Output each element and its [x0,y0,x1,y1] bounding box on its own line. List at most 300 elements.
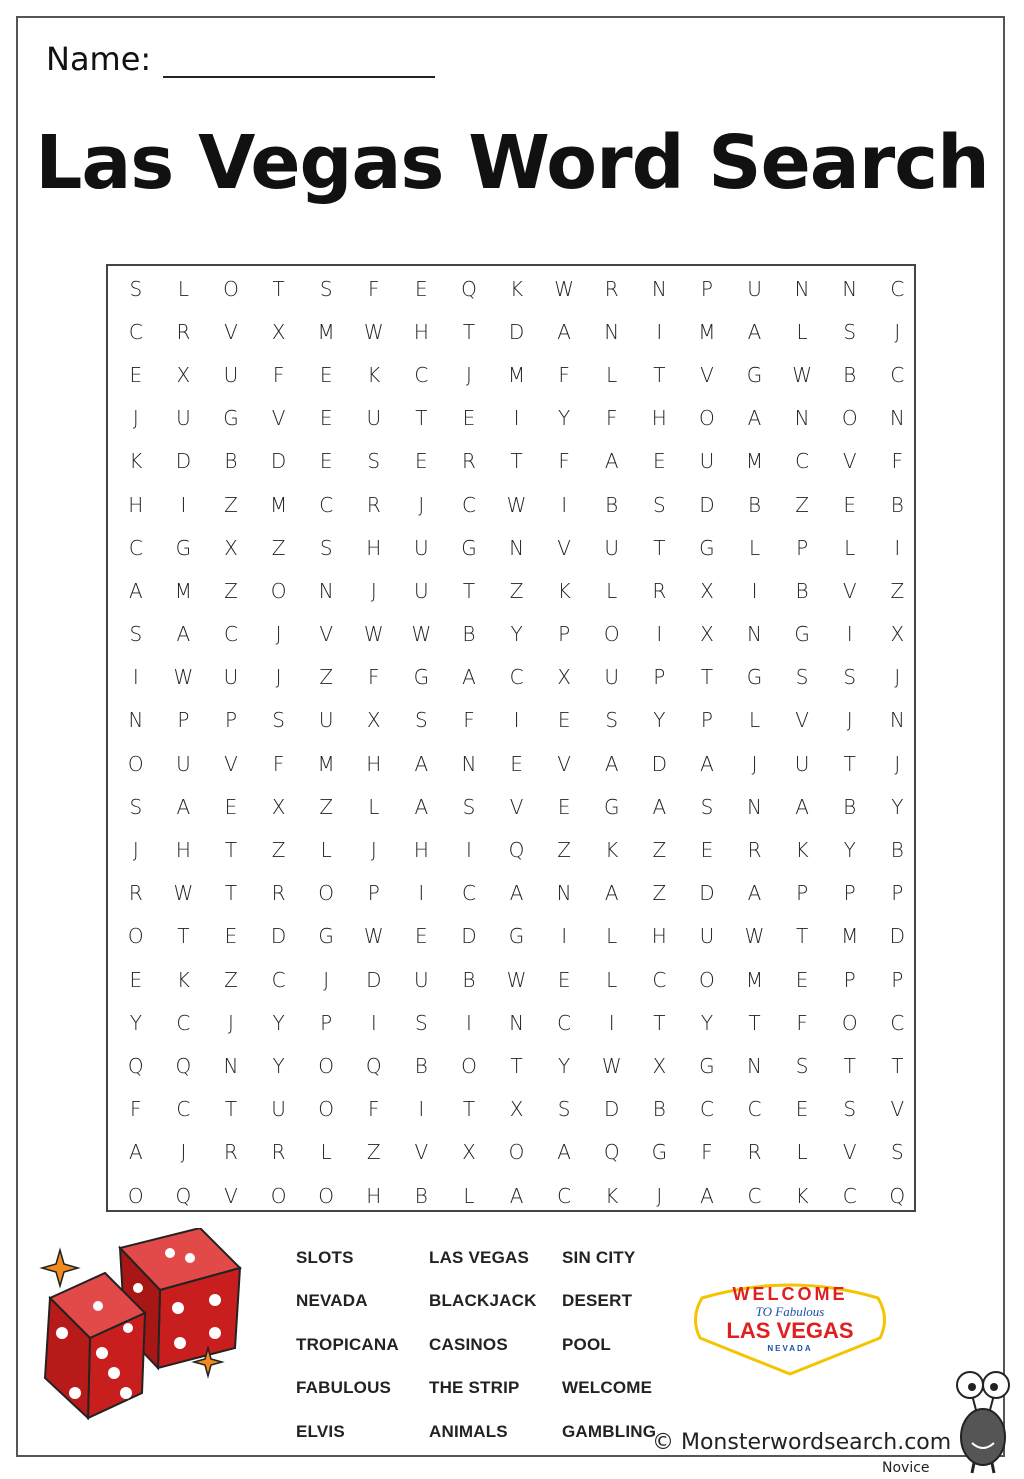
grid-letter[interactable]: M [745,967,764,992]
grid-letter[interactable]: F [463,708,475,733]
grid-letter[interactable]: F [368,665,380,690]
grid-letter[interactable]: W [744,924,765,949]
grid-letter[interactable]: W [173,665,194,690]
grid-letter[interactable]: U [604,535,620,560]
grid-letter[interactable]: V [224,1183,238,1208]
grid-letter[interactable]: F [130,1097,142,1122]
grid-letter[interactable]: A [652,794,667,819]
grid-letter[interactable]: O [699,406,715,431]
grid-letter[interactable]: P [320,1010,333,1035]
grid-letter[interactable]: G [746,362,763,387]
grid-letter[interactable]: Z [319,665,334,690]
grid-letter[interactable]: M [745,449,764,474]
grid-letter[interactable]: B [652,1097,666,1122]
grid-letter[interactable]: O [127,751,144,776]
grid-letter[interactable]: Q [127,1053,144,1078]
grid-letter[interactable]: T [272,276,285,301]
grid-letter[interactable]: A [604,751,619,776]
grid-letter[interactable]: C [509,665,524,690]
grid-letter[interactable]: J [656,1183,663,1208]
grid-letter[interactable]: Z [366,1140,381,1165]
grid-letter[interactable]: S [415,708,428,733]
grid-letter[interactable]: T [224,838,238,863]
grid-letter[interactable]: T [224,881,238,906]
grid-letter[interactable]: A [700,1183,714,1208]
grid-letter[interactable]: J [894,319,901,344]
grid-letter[interactable]: L [368,794,380,819]
grid-letter[interactable]: B [843,362,857,387]
grid-letter[interactable]: J [466,362,472,387]
grid-letter[interactable]: G [508,924,525,949]
grid-letter[interactable]: C [128,535,143,560]
grid-letter[interactable]: A [604,881,619,906]
grid-letter[interactable]: B [462,622,476,647]
grid-letter[interactable]: L [463,1183,475,1208]
grid-letter[interactable]: F [368,276,380,301]
grid-letter[interactable]: S [557,1097,571,1122]
grid-letter[interactable]: P [891,881,904,906]
grid-letter[interactable]: F [272,751,285,776]
grid-letter[interactable]: X [557,665,571,690]
grid-letter[interactable]: Z [890,578,905,603]
grid-letter[interactable]: W [506,967,527,992]
grid-letter[interactable]: X [890,622,905,647]
grid-letter[interactable]: T [462,578,476,603]
grid-letter[interactable]: Y [558,406,571,431]
grid-letter[interactable]: C [461,881,476,906]
grid-letter[interactable]: I [418,1097,425,1122]
grid-letter[interactable]: W [173,881,194,906]
grid-letter[interactable]: S [843,665,857,690]
grid-letter[interactable]: C [890,362,905,387]
grid-letter[interactable]: H [413,319,429,344]
grid-letter[interactable]: N [747,794,762,819]
grid-letter[interactable]: Q [175,1053,192,1078]
grid-letter[interactable]: H [651,924,667,949]
grid-letter[interactable]: I [561,924,568,949]
grid-letter[interactable]: T [700,665,714,690]
grid-letter[interactable]: J [275,622,282,647]
grid-letter[interactable]: N [318,578,334,603]
grid-letter[interactable]: U [271,1097,286,1122]
grid-letter[interactable]: R [747,838,762,863]
grid-letter[interactable]: N [556,881,572,906]
grid-letter[interactable]: Q [365,1053,382,1078]
grid-letter[interactable]: I [894,535,901,560]
grid-letter[interactable]: M [841,924,859,949]
grid-letter[interactable]: V [842,449,857,474]
grid-letter[interactable]: J [894,665,901,690]
grid-letter[interactable]: P [843,967,856,992]
grid-letter[interactable]: C [747,1097,762,1122]
grid-letter[interactable]: T [415,406,428,431]
grid-letter[interactable]: H [175,838,191,863]
grid-letter[interactable]: E [557,708,571,733]
grid-letter[interactable]: P [700,276,713,301]
grid-letter[interactable]: U [699,449,715,474]
grid-letter[interactable]: D [604,1097,620,1122]
grid-letter[interactable]: R [652,578,667,603]
grid-letter[interactable]: N [509,535,525,560]
grid-letter[interactable]: J [370,578,377,603]
grid-letter[interactable]: Y [272,1010,285,1035]
grid-letter[interactable]: L [748,535,761,560]
grid-letter[interactable]: P [700,708,713,733]
grid-letter[interactable]: C [890,1010,905,1035]
grid-letter[interactable]: Y [891,794,904,819]
grid-letter[interactable]: R [462,449,476,474]
grid-letter[interactable]: V [557,535,571,560]
grid-letter[interactable]: Z [795,492,809,517]
grid-letter[interactable]: H [366,1183,382,1208]
grid-letter[interactable]: M [174,578,193,603]
grid-letter[interactable]: V [842,578,857,603]
grid-letter[interactable]: E [700,838,714,863]
grid-letter[interactable]: Y [272,1053,285,1078]
grid-letter[interactable]: Z [652,881,667,906]
grid-letter[interactable]: C [652,967,667,992]
grid-letter[interactable]: G [603,794,620,819]
grid-letter[interactable]: E [795,967,809,992]
grid-letter[interactable]: Z [224,967,238,992]
grid-letter[interactable]: S [652,492,666,517]
grid-letter[interactable]: T [177,924,190,949]
grid-letter[interactable]: I [513,406,520,431]
grid-letter[interactable]: H [128,492,144,517]
grid-letter[interactable]: S [795,1053,809,1078]
grid-letter[interactable]: O [841,1010,858,1035]
grid-letter[interactable]: C [747,1183,762,1208]
grid-letter[interactable]: J [275,665,282,690]
grid-letter[interactable]: J [894,751,901,776]
grid-letter[interactable]: M [698,319,716,344]
grid-letter[interactable]: O [127,1183,144,1208]
grid-letter[interactable]: C [557,1010,572,1035]
grid-letter[interactable]: E [319,362,333,387]
name-line[interactable] [163,42,435,78]
grid-letter[interactable]: T [796,924,809,949]
grid-letter[interactable]: U [176,406,191,431]
grid-letter[interactable]: L [606,924,618,949]
grid-letter[interactable]: A [509,1183,524,1208]
grid-letter[interactable]: J [180,1140,187,1165]
grid-letter[interactable]: V [224,319,238,344]
grid-letter[interactable]: O [699,967,715,992]
grid-letter[interactable]: B [890,492,904,517]
grid-letter[interactable]: W [792,362,812,387]
grid-letter[interactable]: M [507,362,526,387]
grid-letter[interactable]: V [557,751,571,776]
grid-letter[interactable]: I [466,838,472,863]
grid-letter[interactable]: A [700,751,714,776]
grid-letter[interactable]: E [415,449,428,474]
grid-letter[interactable]: F [558,449,570,474]
grid-letter[interactable]: A [747,881,762,906]
grid-letter[interactable]: T [510,449,523,474]
grid-letter[interactable]: I [513,708,520,733]
grid-letter[interactable]: G [794,622,810,647]
grid-letter[interactable]: C [842,1183,857,1208]
grid-letter[interactable]: E [795,1097,809,1122]
grid-letter[interactable]: X [700,622,714,647]
grid-letter[interactable]: K [557,578,571,603]
grid-letter[interactable]: H [413,838,429,863]
grid-letter[interactable]: A [795,794,809,819]
grid-letter[interactable]: J [228,1010,234,1035]
grid-letter[interactable]: N [509,1010,525,1035]
grid-letter[interactable]: T [891,1053,904,1078]
grid-letter[interactable]: X [700,578,714,603]
grid-letter[interactable]: I [656,319,663,344]
grid-letter[interactable]: W [554,276,575,301]
grid-letter[interactable]: Y [700,1010,714,1035]
grid-letter[interactable]: J [132,406,139,431]
grid-letter[interactable]: N [651,276,667,301]
grid-letter[interactable]: I [751,578,758,603]
grid-letter[interactable]: Z [319,794,334,819]
grid-letter[interactable]: U [223,665,239,690]
grid-letter[interactable]: A [604,449,619,474]
grid-letter[interactable]: R [128,881,143,906]
grid-letter[interactable]: E [415,276,428,301]
grid-letter[interactable]: U [176,751,191,776]
grid-letter[interactable]: V [890,1097,905,1122]
grid-letter[interactable]: P [843,881,856,906]
grid-letter[interactable]: U [604,665,620,690]
grid-letter[interactable]: A [176,622,191,647]
grid-letter[interactable]: T [748,1010,761,1035]
grid-letter[interactable]: X [271,319,286,344]
grid-letter[interactable]: Q [461,276,477,301]
grid-letter[interactable]: F [558,362,570,387]
grid-letter[interactable]: S [415,1010,428,1035]
grid-letter[interactable]: A [747,319,762,344]
grid-letter[interactable]: S [795,665,809,690]
grid-letter[interactable]: O [841,406,858,431]
grid-letter[interactable]: E [224,794,238,819]
grid-letter[interactable]: T [510,1053,523,1078]
grid-letter[interactable]: Y [510,622,523,647]
grid-letter[interactable]: V [795,708,809,733]
grid-letter[interactable]: X [271,794,286,819]
grid-letter[interactable]: D [461,924,477,949]
grid-letter[interactable]: A [414,794,429,819]
grid-letter[interactable]: X [652,1053,667,1078]
grid-letter[interactable]: I [561,492,568,517]
grid-letter[interactable]: W [411,622,432,647]
grid-letter[interactable]: C [128,319,143,344]
grid-letter[interactable]: D [366,967,382,992]
grid-letter[interactable]: U [747,276,762,301]
grid-letter[interactable]: I [846,622,853,647]
grid-letter[interactable]: C [176,1010,191,1035]
grid-letter[interactable]: E [319,406,333,431]
grid-letter[interactable]: T [224,1097,238,1122]
grid-letter[interactable]: S [129,622,143,647]
grid-letter[interactable]: K [367,362,381,387]
grid-letter[interactable]: K [605,838,619,863]
grid-letter[interactable]: H [366,535,382,560]
grid-letter[interactable]: F [368,1097,380,1122]
grid-letter[interactable]: P [367,881,380,906]
grid-letter[interactable]: Z [224,578,238,603]
grid-letter[interactable]: K [605,1183,619,1208]
grid-letter[interactable]: A [128,578,143,603]
grid-letter[interactable]: O [603,622,620,647]
grid-letter[interactable]: X [366,708,381,733]
grid-letter[interactable]: S [367,449,381,474]
grid-letter[interactable]: T [653,535,666,560]
grid-letter[interactable]: H [651,406,667,431]
grid-letter[interactable]: W [363,924,384,949]
grid-letter[interactable]: E [129,362,143,387]
grid-letter[interactable]: S [319,276,333,301]
grid-letter[interactable]: S [605,708,619,733]
grid-letter[interactable]: J [370,838,377,863]
grid-letter[interactable]: K [129,449,143,474]
grid-letter[interactable]: O [508,1140,525,1165]
grid-letter[interactable]: L [606,578,618,603]
grid-letter[interactable]: Z [271,535,286,560]
grid-letter[interactable]: V [842,1140,857,1165]
grid-letter[interactable]: E [653,449,666,474]
grid-letter[interactable]: E [843,492,857,517]
grid-letter[interactable]: N [842,276,858,301]
grid-letter[interactable]: X [224,535,238,560]
grid-letter[interactable]: Z [224,492,238,517]
grid-letter[interactable]: G [699,535,715,560]
grid-letter[interactable]: P [558,622,571,647]
grid-letter[interactable]: O [270,578,287,603]
grid-letter[interactable]: L [796,319,808,344]
grid-letter[interactable]: O [461,1053,477,1078]
grid-letter[interactable]: M [317,319,335,344]
grid-letter[interactable]: P [224,708,238,733]
grid-letter[interactable]: X [509,1097,524,1122]
grid-letter[interactable]: N [794,406,810,431]
grid-letter[interactable]: G [651,1140,668,1165]
grid-letter[interactable]: A [557,319,571,344]
grid-letter[interactable]: U [699,924,715,949]
grid-letter[interactable]: S [843,319,857,344]
grid-letter[interactable]: G [175,535,192,560]
grid-letter[interactable]: P [796,881,809,906]
grid-letter[interactable]: C [890,276,905,301]
grid-letter[interactable]: E [415,924,428,949]
grid-letter[interactable]: C [795,449,810,474]
grid-letter[interactable]: Q [508,838,525,863]
grid-letter[interactable]: D [270,449,287,474]
grid-letter[interactable]: I [132,665,139,690]
grid-letter[interactable]: I [608,1010,615,1035]
grid-letter[interactable]: K [176,967,190,992]
grid-letter[interactable]: J [323,967,330,992]
grid-letter[interactable]: O [318,1183,335,1208]
grid-letter[interactable]: N [747,622,762,647]
grid-letter[interactable]: B [843,794,857,819]
grid-letter[interactable]: W [506,492,527,517]
grid-letter[interactable]: M [269,492,288,517]
grid-letter[interactable]: O [318,1053,335,1078]
grid-letter[interactable]: N [889,406,905,431]
grid-letter[interactable]: V [271,406,286,431]
grid-letter[interactable]: H [366,751,382,776]
grid-letter[interactable]: S [843,1097,857,1122]
grid-letter[interactable]: T [653,362,666,387]
grid-letter[interactable]: U [366,406,382,431]
grid-letter[interactable]: U [414,967,429,992]
grid-letter[interactable]: X [462,1140,476,1165]
grid-letter[interactable]: G [223,406,239,431]
grid-letter[interactable]: G [699,1053,715,1078]
grid-letter[interactable]: E [319,449,333,474]
grid-letter[interactable]: I [180,492,187,517]
grid-letter[interactable]: N [747,1053,762,1078]
grid-letter[interactable]: L [606,967,618,992]
grid-letter[interactable]: L [606,362,618,387]
grid-letter[interactable]: S [462,794,476,819]
grid-letter[interactable]: D [699,492,715,517]
grid-letter[interactable]: G [413,665,430,690]
grid-letter[interactable]: T [843,751,856,776]
grid-letter[interactable]: W [363,622,384,647]
grid-letter[interactable]: C [557,1183,572,1208]
grid-letter[interactable]: T [843,1053,856,1078]
grid-letter[interactable]: R [747,1140,762,1165]
grid-letter[interactable]: S [129,276,143,301]
grid-letter[interactable]: U [223,362,239,387]
grid-letter[interactable]: V [224,751,238,776]
grid-letter[interactable]: X [176,362,191,387]
grid-letter[interactable]: U [318,708,334,733]
grid-letter[interactable]: V [509,794,524,819]
grid-letter[interactable]: Z [652,838,667,863]
grid-letter[interactable]: D [889,924,905,949]
grid-letter[interactable]: B [224,449,238,474]
grid-letter[interactable]: B [605,492,619,517]
grid-letter[interactable]: D [699,881,715,906]
grid-letter[interactable]: N [889,708,905,733]
grid-letter[interactable]: E [129,967,143,992]
grid-letter[interactable]: Q [175,1183,192,1208]
grid-letter[interactable]: J [132,838,139,863]
grid-letter[interactable]: K [509,276,524,301]
grid-letter[interactable]: V [700,362,714,387]
grid-letter[interactable]: N [128,708,144,733]
grid-letter[interactable]: C [414,362,429,387]
grid-letter[interactable]: Y [558,1053,571,1078]
grid-letter[interactable]: J [418,492,425,517]
grid-letter[interactable]: D [651,751,668,776]
grid-letter[interactable]: T [653,1010,666,1035]
grid-letter[interactable]: Y [653,708,666,733]
grid-letter[interactable]: F [272,362,285,387]
grid-letter[interactable]: O [318,881,335,906]
grid-letter[interactable]: U [794,751,810,776]
grid-letter[interactable]: B [747,492,762,517]
grid-letter[interactable]: S [319,535,333,560]
grid-letter[interactable]: S [129,794,143,819]
grid-letter[interactable]: A [462,665,476,690]
grid-letter[interactable]: U [414,578,429,603]
grid-letter[interactable]: C [271,967,286,992]
grid-letter[interactable]: O [127,924,144,949]
grid-letter[interactable]: L [320,838,332,863]
grid-letter[interactable]: A [128,1140,143,1165]
grid-letter[interactable]: B [890,838,904,863]
grid-letter[interactable]: S [272,708,285,733]
grid-letter[interactable]: L [844,535,856,560]
